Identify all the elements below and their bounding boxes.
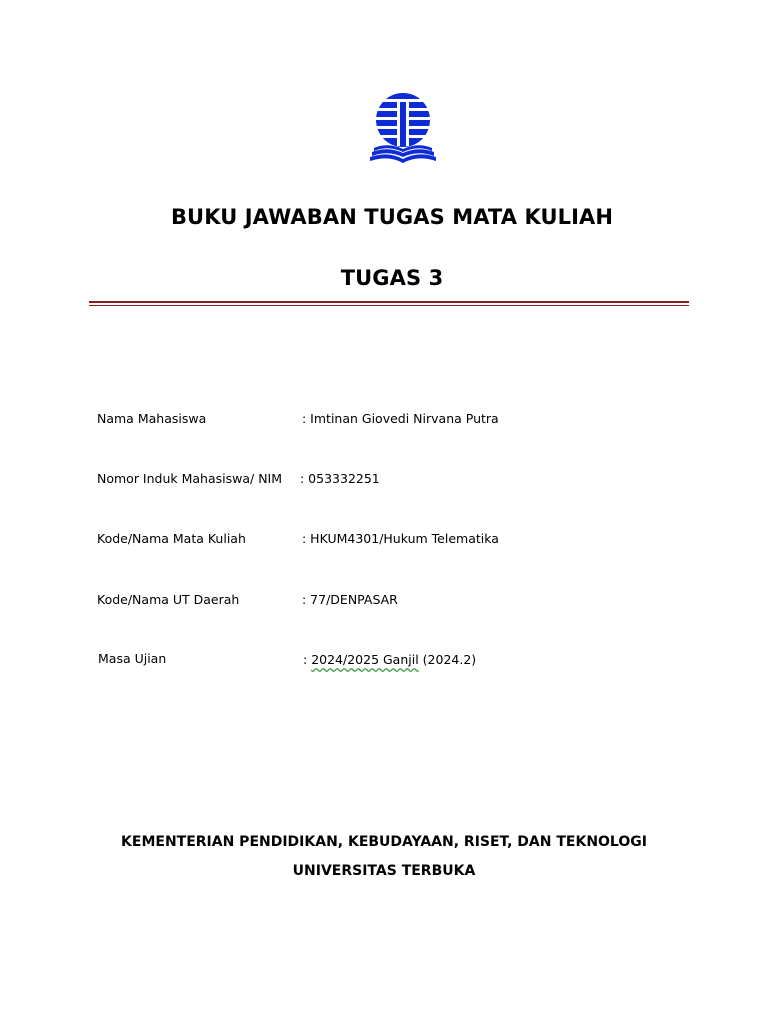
- open-book-globe-logo-icon: [368, 90, 438, 166]
- info-value-prefix: :: [303, 652, 312, 667]
- info-value: : 77/DENPASAR: [302, 592, 398, 607]
- info-value: : Imtinan Giovedi Nirvana Putra: [302, 411, 499, 426]
- info-label: Nomor Induk Mahasiswa/ NIM: [97, 471, 283, 486]
- info-label: Masa Ujian: [98, 651, 167, 666]
- divider-rule-top: [89, 301, 689, 303]
- info-value-suffix: (2024.2): [418, 652, 477, 667]
- document-title: BUKU JAWABAN TUGAS MATA KULIAH: [170, 205, 614, 229]
- info-value-semester: 2024/2025 Ganjil: [311, 652, 419, 667]
- info-value: [303, 652, 476, 667]
- footer-ministry: KEMENTERIAN PENDIDIKAN, KEBUDAYAAN, RISET, DAN TEKNOLOGI: [121, 834, 647, 850]
- info-label: Nama Mahasiswa: [97, 411, 207, 426]
- footer-university: UNIVERSITAS TERBUKA: [292, 863, 476, 879]
- divider-rule-bottom: [89, 305, 689, 306]
- info-value: : HKUM4301/Hukum Telematika: [302, 531, 499, 546]
- info-label: Kode/Nama Mata Kuliah: [97, 531, 246, 546]
- info-label: Kode/Nama UT Daerah: [97, 592, 240, 607]
- document-subtitle: TUGAS 3: [340, 266, 444, 290]
- info-value: : 053332251: [300, 471, 380, 486]
